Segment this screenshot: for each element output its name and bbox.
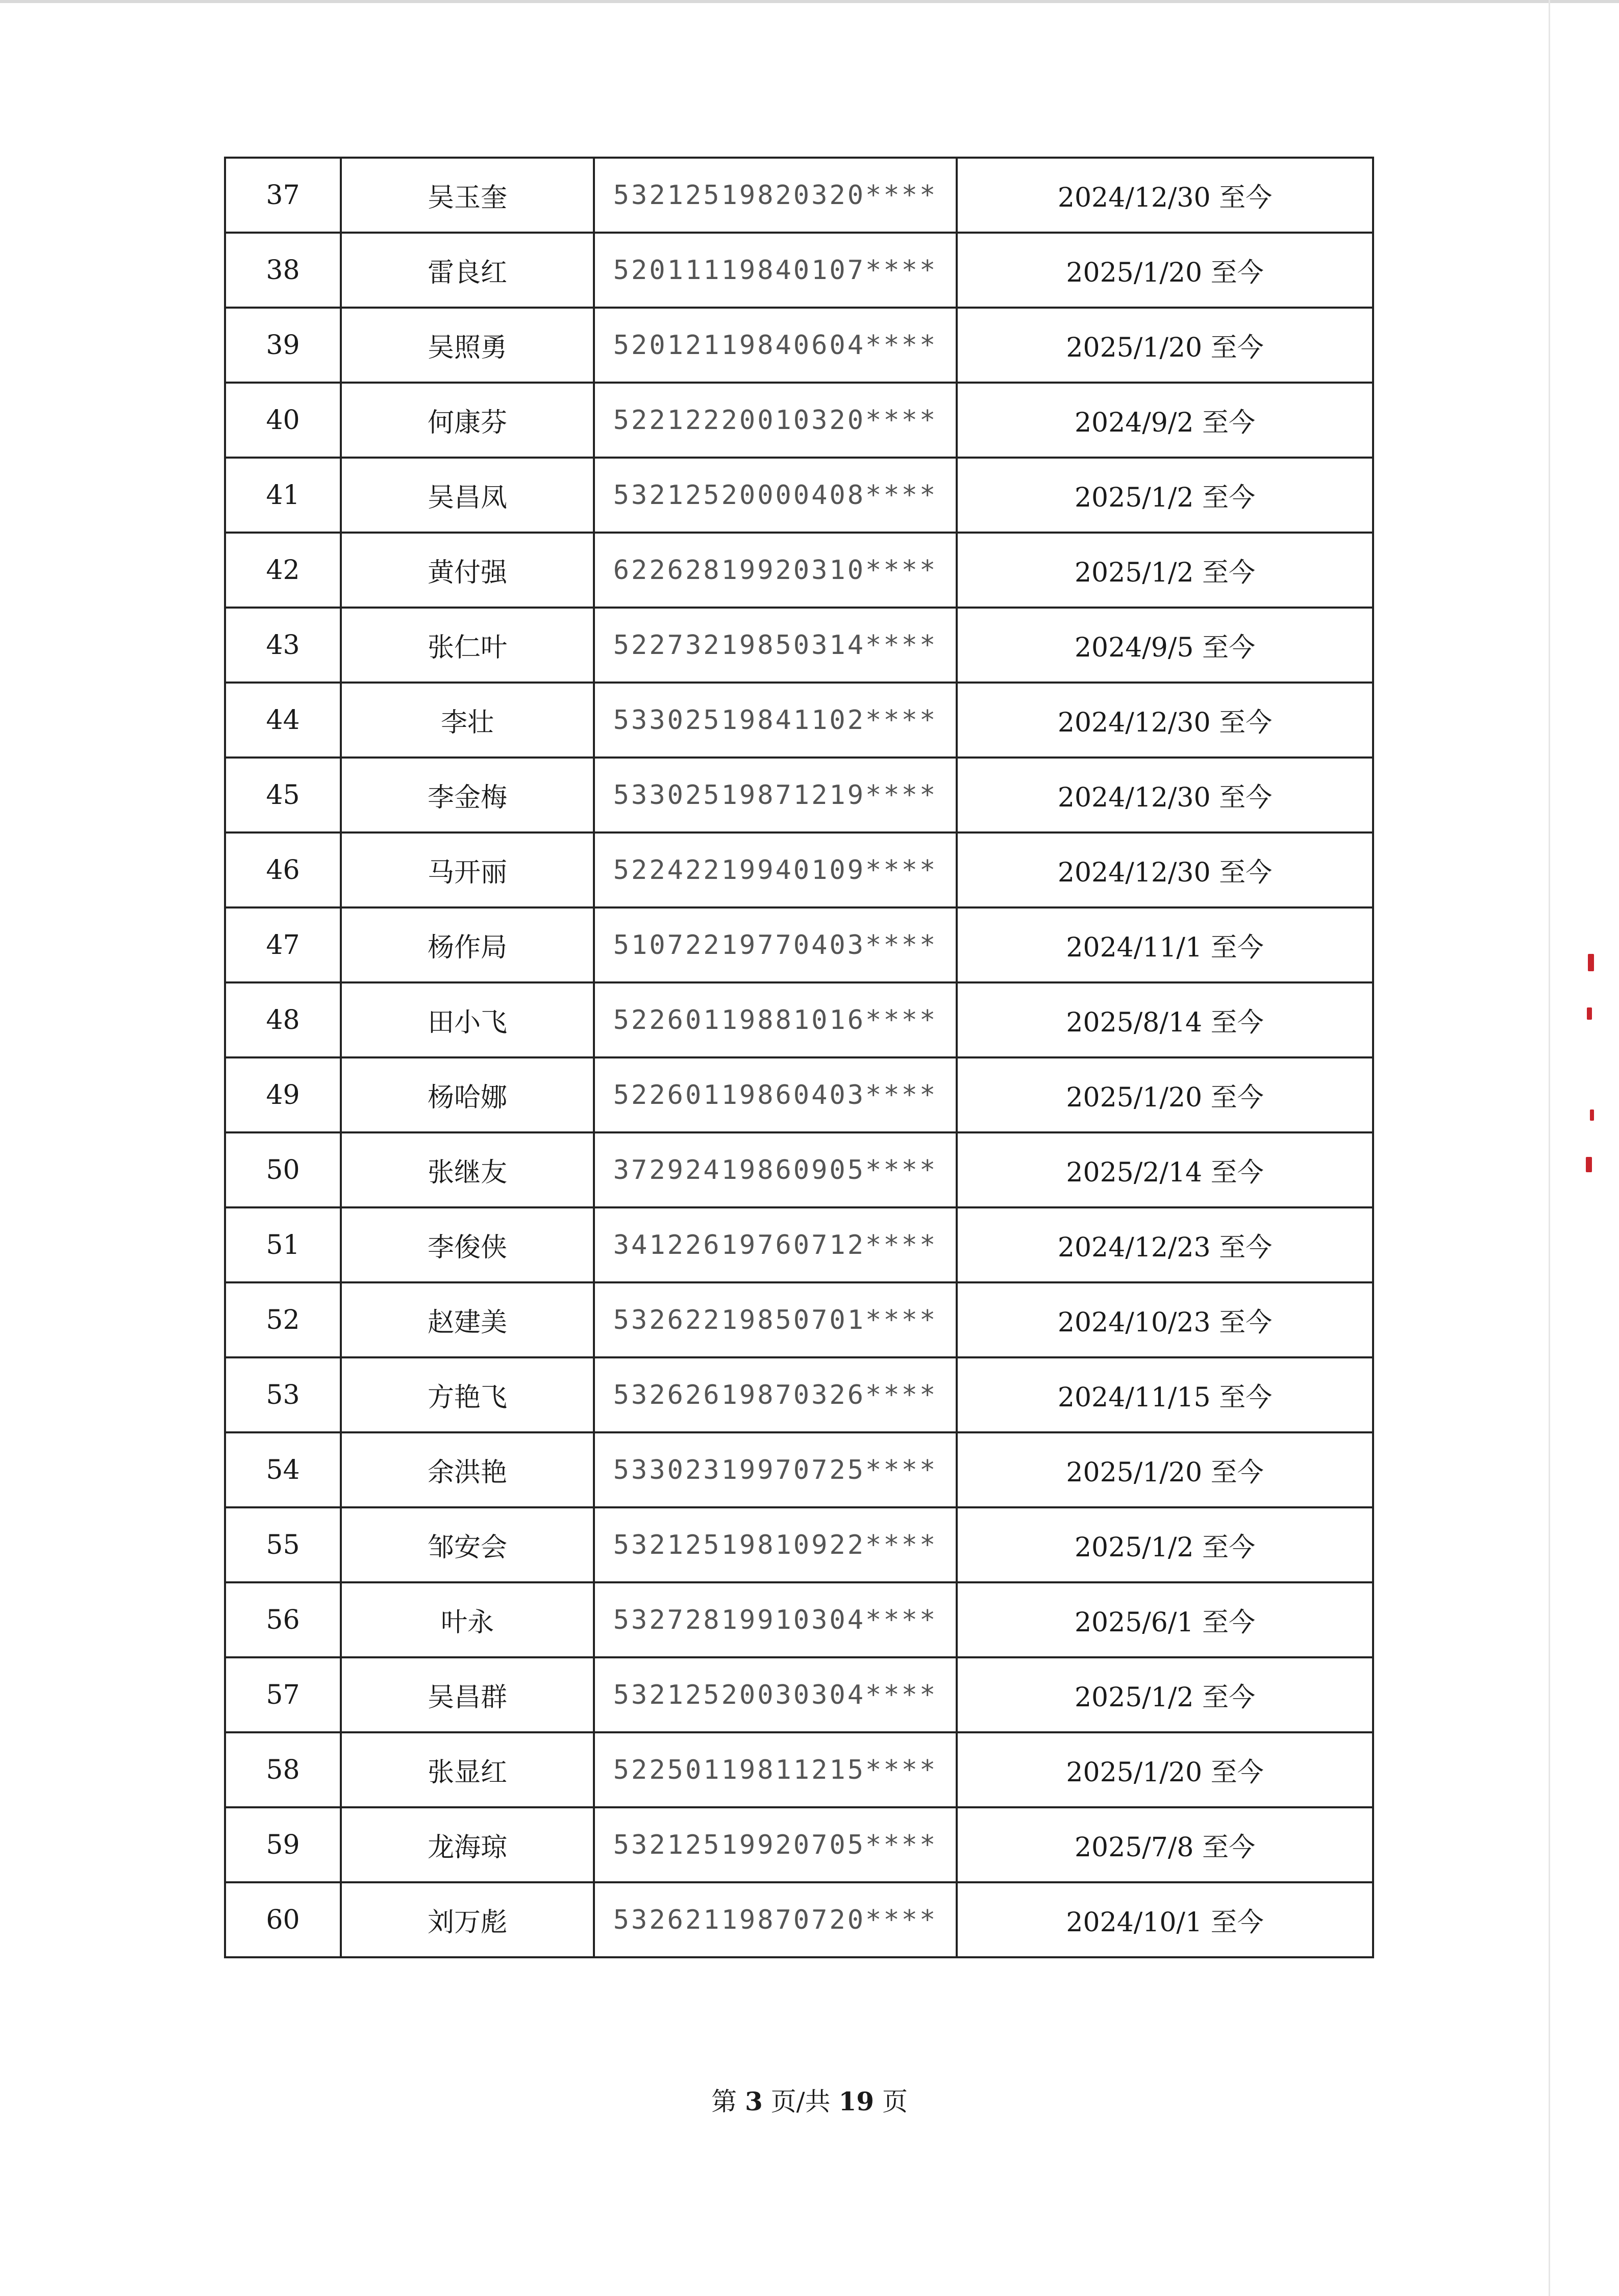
person-name-cell: 马开丽 bbox=[341, 832, 594, 907]
employment-date-cell: 2024/11/15 至今 bbox=[957, 1357, 1373, 1432]
table-row bbox=[225, 832, 1373, 907]
id-number-cell: 53212520000408**** bbox=[594, 458, 957, 533]
id-number-cell: 51072219770403**** bbox=[594, 907, 957, 982]
row-number-cell: 44 bbox=[225, 683, 341, 758]
table-row bbox=[225, 158, 1373, 233]
employment-date-cell: 2024/12/23 至今 bbox=[957, 1207, 1373, 1282]
id-number-cell: 53262119870720**** bbox=[594, 1882, 957, 1957]
table-row bbox=[225, 1507, 1373, 1582]
id-number-cell: 52273219850314**** bbox=[594, 608, 957, 683]
table-row bbox=[225, 233, 1373, 308]
person-name-cell: 叶永 bbox=[341, 1582, 594, 1657]
row-number-cell: 52 bbox=[225, 1282, 341, 1357]
row-number-cell: 43 bbox=[225, 608, 341, 683]
row-number-cell: 42 bbox=[225, 533, 341, 608]
employment-date-cell: 2025/6/1 至今 bbox=[957, 1582, 1373, 1657]
employment-date-cell: 2025/1/2 至今 bbox=[957, 458, 1373, 533]
table-row bbox=[225, 758, 1373, 832]
id-number-cell: 53262219850701**** bbox=[594, 1282, 957, 1357]
person-name-cell: 田小飞 bbox=[341, 982, 594, 1057]
employment-date-cell: 2025/1/20 至今 bbox=[957, 233, 1373, 308]
person-name-cell: 张仁叶 bbox=[341, 608, 594, 683]
table-row bbox=[225, 1057, 1373, 1132]
person-name-cell: 李壮 bbox=[341, 683, 594, 758]
row-number-cell: 48 bbox=[225, 982, 341, 1057]
person-name-cell: 张显红 bbox=[341, 1732, 594, 1807]
person-name-cell: 赵建美 bbox=[341, 1282, 594, 1357]
row-number-cell: 57 bbox=[225, 1657, 341, 1732]
footer-prefix: 第 bbox=[711, 2087, 737, 2116]
person-name-cell: 杨哈娜 bbox=[341, 1057, 594, 1132]
footer-current-page: 3 bbox=[744, 2086, 763, 2116]
table-row bbox=[225, 1657, 1373, 1732]
employment-date-cell: 2025/2/14 至今 bbox=[957, 1132, 1373, 1207]
personnel-table bbox=[224, 157, 1374, 1958]
employment-date-cell: 2025/1/2 至今 bbox=[957, 1657, 1373, 1732]
seal-fragment-mark bbox=[1590, 1109, 1594, 1121]
person-name-cell: 吴玉奎 bbox=[341, 158, 594, 233]
employment-date-cell: 2024/9/5 至今 bbox=[957, 608, 1373, 683]
table-row bbox=[225, 907, 1373, 982]
employment-date-cell: 2024/12/30 至今 bbox=[957, 158, 1373, 233]
table-row bbox=[225, 458, 1373, 533]
person-name-cell: 吴照勇 bbox=[341, 308, 594, 383]
id-number-cell: 53262619870326**** bbox=[594, 1357, 957, 1432]
row-number-cell: 53 bbox=[225, 1357, 341, 1432]
employment-date-cell: 2025/1/2 至今 bbox=[957, 533, 1373, 608]
table-row bbox=[225, 308, 1373, 383]
employment-date-cell: 2025/1/20 至今 bbox=[957, 1732, 1373, 1807]
employment-date-cell: 2024/10/23 至今 bbox=[957, 1282, 1373, 1357]
person-name-cell: 杨作局 bbox=[341, 907, 594, 982]
id-number-cell: 53302319970725**** bbox=[594, 1432, 957, 1507]
person-name-cell: 龙海琼 bbox=[341, 1807, 594, 1882]
table-row bbox=[225, 1357, 1373, 1432]
employment-date-cell: 2025/7/8 至今 bbox=[957, 1807, 1373, 1882]
row-number-cell: 46 bbox=[225, 832, 341, 907]
employment-date-cell: 2024/12/30 至今 bbox=[957, 683, 1373, 758]
table-row bbox=[225, 1582, 1373, 1657]
id-number-cell: 52012119840604**** bbox=[594, 308, 957, 383]
page-footer bbox=[0, 2081, 1619, 2118]
employment-date-cell: 2024/12/30 至今 bbox=[957, 758, 1373, 832]
person-name-cell: 李金梅 bbox=[341, 758, 594, 832]
table-row bbox=[225, 533, 1373, 608]
person-name-cell: 方艳飞 bbox=[341, 1357, 594, 1432]
row-number-cell: 51 bbox=[225, 1207, 341, 1282]
row-number-cell: 58 bbox=[225, 1732, 341, 1807]
id-number-cell: 37292419860905**** bbox=[594, 1132, 957, 1207]
row-number-cell: 50 bbox=[225, 1132, 341, 1207]
seal-fragment-mark bbox=[1588, 954, 1594, 971]
row-number-cell: 37 bbox=[225, 158, 341, 233]
table-row bbox=[225, 1807, 1373, 1882]
id-number-cell: 52260119881016**** bbox=[594, 982, 957, 1057]
id-number-cell: 52250119811215**** bbox=[594, 1732, 957, 1807]
person-name-cell: 吴昌群 bbox=[341, 1657, 594, 1732]
person-name-cell: 刘万彪 bbox=[341, 1882, 594, 1957]
scan-edge-right bbox=[1549, 0, 1550, 2296]
person-name-cell: 李俊侠 bbox=[341, 1207, 594, 1282]
person-name-cell: 余洪艳 bbox=[341, 1432, 594, 1507]
id-number-cell: 52260119860403**** bbox=[594, 1057, 957, 1132]
id-number-cell: 62262819920310**** bbox=[594, 533, 957, 608]
footer-total-pages: 19 bbox=[838, 2086, 875, 2116]
table-row bbox=[225, 683, 1373, 758]
table-row bbox=[225, 608, 1373, 683]
person-name-cell: 何康芬 bbox=[341, 383, 594, 458]
row-number-cell: 38 bbox=[225, 233, 341, 308]
id-number-cell: 53302519871219**** bbox=[594, 758, 957, 832]
table-row bbox=[225, 383, 1373, 458]
person-name-cell: 邹安会 bbox=[341, 1507, 594, 1582]
row-number-cell: 56 bbox=[225, 1582, 341, 1657]
row-number-cell: 40 bbox=[225, 383, 341, 458]
seal-fragment-mark bbox=[1586, 1157, 1592, 1172]
person-name-cell: 张继友 bbox=[341, 1132, 594, 1207]
employment-date-cell: 2024/10/1 至今 bbox=[957, 1882, 1373, 1957]
employment-date-cell: 2025/8/14 至今 bbox=[957, 982, 1373, 1057]
row-number-cell: 41 bbox=[225, 458, 341, 533]
scan-edge-top bbox=[0, 0, 1619, 3]
row-number-cell: 49 bbox=[225, 1057, 341, 1132]
row-number-cell: 55 bbox=[225, 1507, 341, 1582]
id-number-cell: 52011119840107**** bbox=[594, 233, 957, 308]
id-number-cell: 53212520030304**** bbox=[594, 1657, 957, 1732]
employment-date-cell: 2025/1/20 至今 bbox=[957, 308, 1373, 383]
employment-date-cell: 2024/11/1 至今 bbox=[957, 907, 1373, 982]
row-number-cell: 60 bbox=[225, 1882, 341, 1957]
table-row bbox=[225, 1282, 1373, 1357]
id-number-cell: 53212519810922**** bbox=[594, 1507, 957, 1582]
table-row bbox=[225, 1207, 1373, 1282]
table-row bbox=[225, 1882, 1373, 1957]
person-name-cell: 雷良红 bbox=[341, 233, 594, 308]
row-number-cell: 54 bbox=[225, 1432, 341, 1507]
employment-date-cell: 2025/1/20 至今 bbox=[957, 1432, 1373, 1507]
row-number-cell: 45 bbox=[225, 758, 341, 832]
row-number-cell: 47 bbox=[225, 907, 341, 982]
table-row bbox=[225, 1132, 1373, 1207]
id-number-cell: 53302519841102**** bbox=[594, 683, 957, 758]
personnel-table-body bbox=[225, 158, 1373, 1957]
table-row bbox=[225, 982, 1373, 1057]
id-number-cell: 53212519920705**** bbox=[594, 1807, 957, 1882]
footer-middle: 页/共 bbox=[770, 2087, 831, 2116]
person-name-cell: 黄付强 bbox=[341, 533, 594, 608]
id-number-cell: 34122619760712**** bbox=[594, 1207, 957, 1282]
employment-date-cell: 2025/1/2 至今 bbox=[957, 1507, 1373, 1582]
row-number-cell: 39 bbox=[225, 308, 341, 383]
table-row bbox=[225, 1732, 1373, 1807]
id-number-cell: 53272819910304**** bbox=[594, 1582, 957, 1657]
id-number-cell: 52212220010320**** bbox=[594, 383, 957, 458]
id-number-cell: 52242219940109**** bbox=[594, 832, 957, 907]
employment-date-cell: 2024/12/30 至今 bbox=[957, 832, 1373, 907]
seal-fragment-mark bbox=[1587, 1007, 1592, 1020]
row-number-cell: 59 bbox=[225, 1807, 341, 1882]
person-name-cell: 吴昌凤 bbox=[341, 458, 594, 533]
footer-suffix: 页 bbox=[882, 2087, 908, 2116]
id-number-cell: 53212519820320**** bbox=[594, 158, 957, 233]
employment-date-cell: 2025/1/20 至今 bbox=[957, 1057, 1373, 1132]
table-row bbox=[225, 1432, 1373, 1507]
employment-date-cell: 2024/9/2 至今 bbox=[957, 383, 1373, 458]
